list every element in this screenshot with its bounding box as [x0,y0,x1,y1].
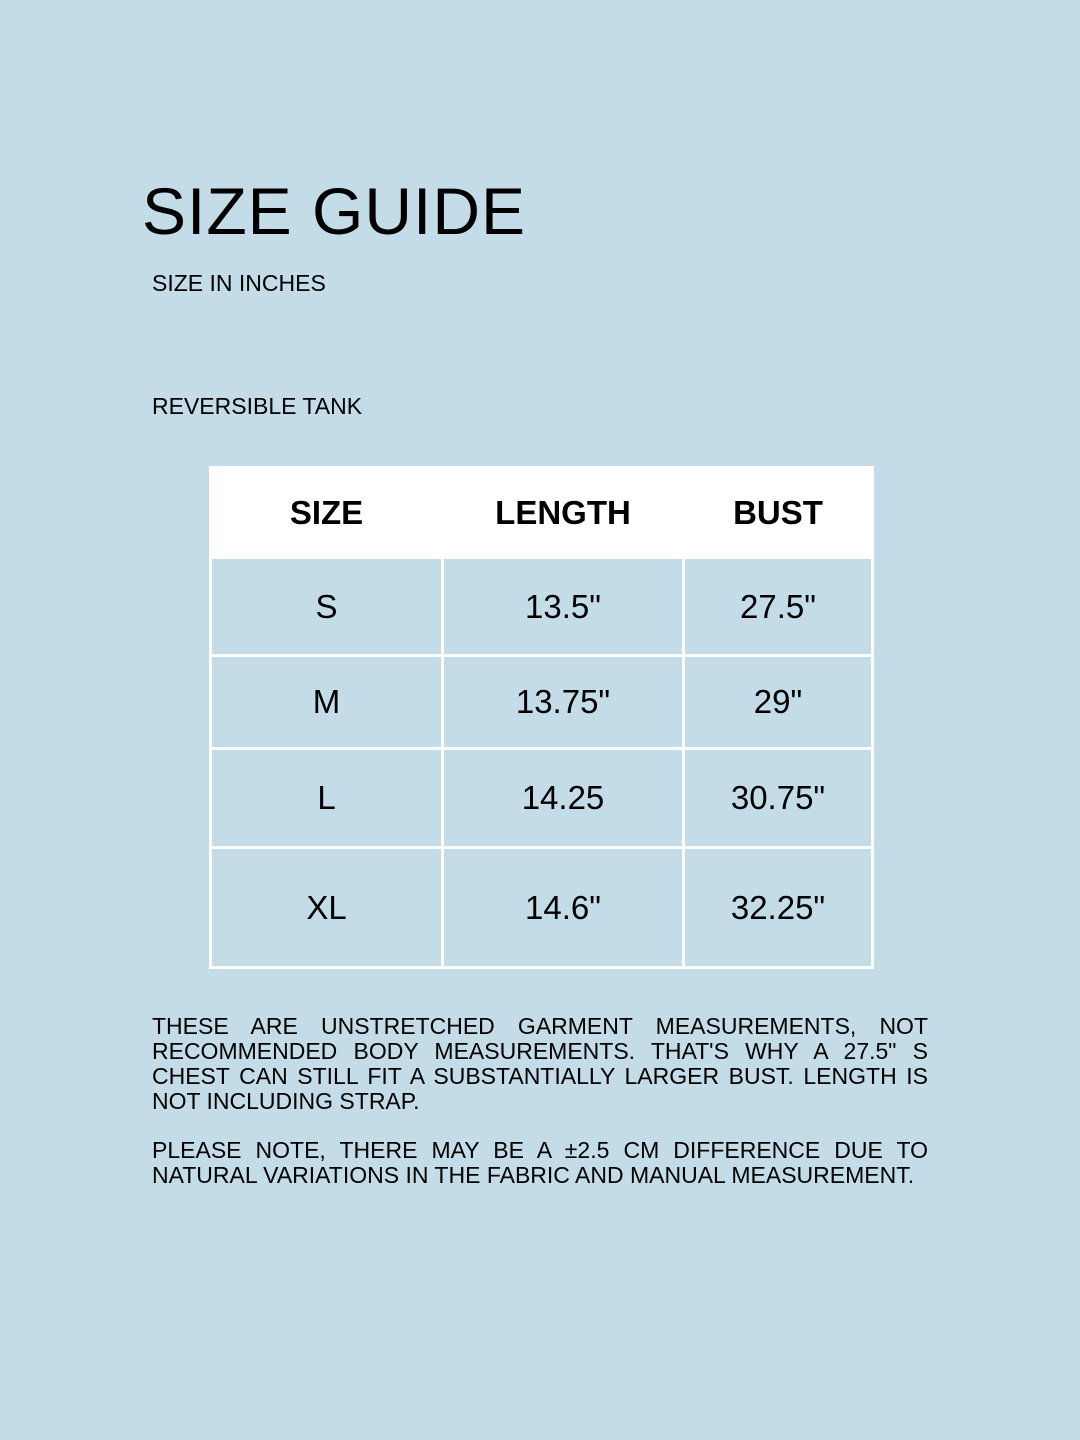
table-header-row [211,468,873,558]
bust-cell: 27.5" [684,558,873,656]
page-title: SIZE GUIDE [142,174,527,248]
length-cell: 14.25 [443,749,684,848]
length-cell: 13.75" [443,656,684,749]
table-row [211,656,873,749]
length-cell: 14.6" [443,848,684,968]
table-row [211,848,873,968]
column-header-bust: BUST [684,468,873,558]
variation-disclaimer-note: PLEASE NOTE, THERE MAY BE A ±2.5 CM DIFFERENCE DUE TO NATURAL VARIATIONS IN THE FABRIC AND MANUAL MEASUREMENT. [152,1137,928,1188]
column-header-size: SIZE [211,468,443,558]
measurement-notes [152,1014,928,1212]
product-name: REVERSIBLE TANK [152,393,363,419]
size-chart-table [209,466,874,969]
units-subtitle: SIZE IN INCHES [152,270,326,296]
size-cell: S [211,558,443,656]
bust-cell: 32.25" [684,848,873,968]
garment-measurement-note: THESE ARE UNSTRETCHED GARMENT MEASUREMENTS, NOT RECOMMENDED BODY MEASUREMENTS. THAT'S WHY A 27.5" S CHEST CAN STILL FIT A SUBSTANTIALLY LARGER BUST. LENGTH IS NOT INCLUDING STRAP. [152,1013,928,1114]
bust-cell: 29" [684,656,873,749]
size-cell: L [211,749,443,848]
table-row [211,558,873,656]
table-row [211,749,873,848]
column-header-length: LENGTH [443,468,684,558]
bust-cell: 30.75" [684,749,873,848]
size-cell: M [211,656,443,749]
length-cell: 13.5" [443,558,684,656]
size-cell: XL [211,848,443,968]
